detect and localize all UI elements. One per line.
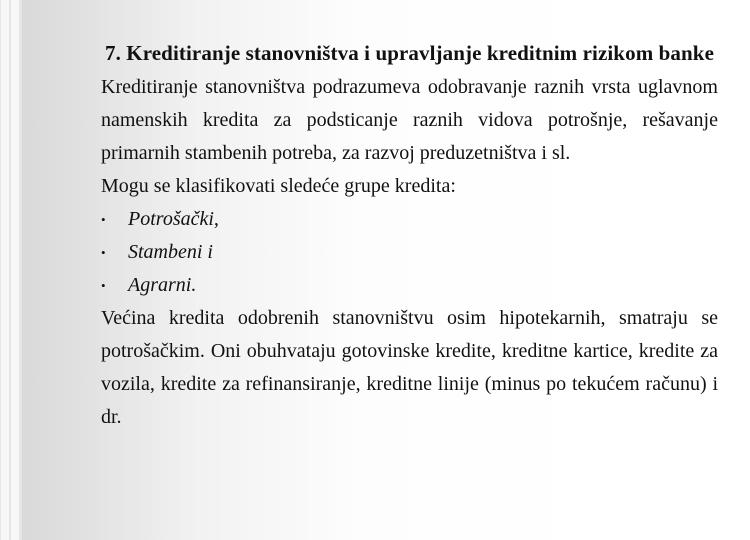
- list-item-text: Agrarni.: [128, 274, 197, 296]
- loan-groups-list: [101, 203, 718, 302]
- slide-content: [101, 38, 718, 434]
- list-item-text: Stambeni i: [128, 241, 213, 263]
- bullet-icon: •: [101, 245, 106, 260]
- list-item: [101, 269, 718, 302]
- list-item-text: Potrošački,: [128, 208, 219, 230]
- classification-lead: Mogu se klasifikovati sledeće grupe kredita:: [101, 175, 456, 197]
- bullet-icon: •: [101, 278, 106, 293]
- list-item: [101, 203, 718, 236]
- bullet-icon: •: [101, 212, 106, 227]
- closing-paragraph: Većina kredita odobrenih stanovništvu osim hipotekarnih, smatraju se potrošačkim. Oni obuhvataju gotovinske kredite, kreditne kartice, kredite za vozila, kredite za refinansiranje, kreditne linije (minus po tekućem računu) i dr.: [101, 307, 718, 428]
- intro-paragraph: Kreditiranje stanovništva podrazumeva odobravanje raznih vrsta uglavnom namenskih kredita za podsticanje raznih vidova potrošnje, rešavanje primarnih stambenih potreba, za razvoj preduzetništva i sl.: [101, 76, 718, 164]
- slide-title: 7. Kreditiranje stanovništva i upravljanje kreditnim rizikom banke: [104, 41, 714, 65]
- decorative-side-pattern: [0, 0, 22, 540]
- list-item: [101, 236, 718, 269]
